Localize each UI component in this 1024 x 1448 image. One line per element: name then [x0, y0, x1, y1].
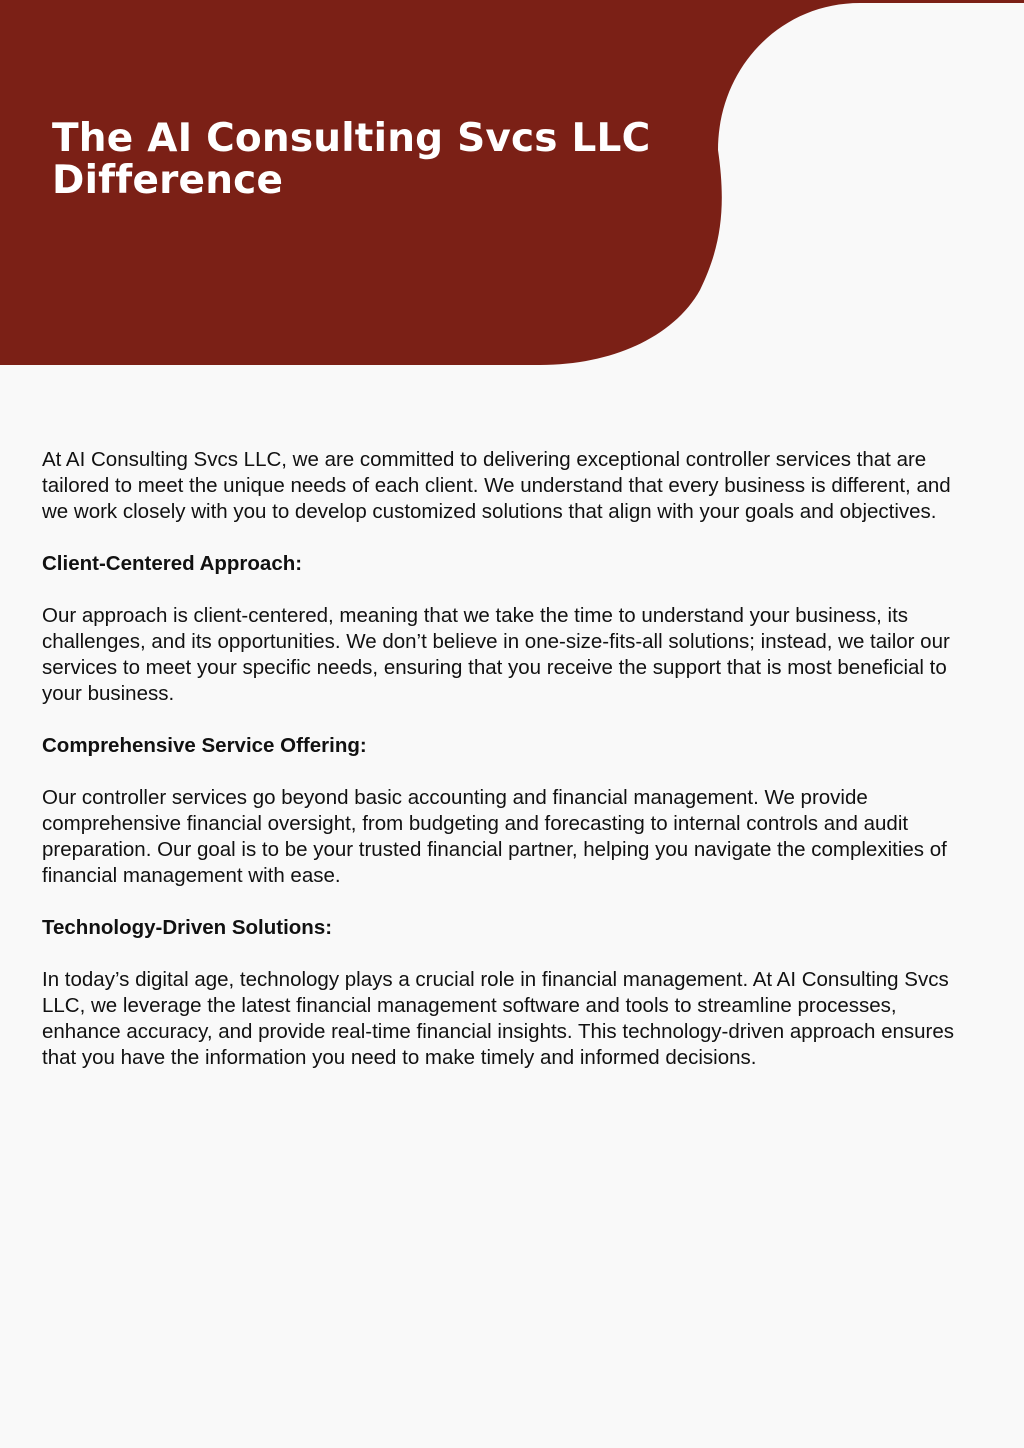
- section-body-technology-driven: In today’s digital age, technology plays a crucial role in financial management. At AI Consulting Svcs LLC, we leverage the latest financial management software and tools to streamline processes, enhance accuracy, and provide real-time financial insights. This technology-driven approach ensures that you have the information you need to make timely and informed decisions.: [42, 968, 954, 1069]
- section-heading-technology-driven: Technology-Driven Solutions:: [42, 916, 333, 939]
- section-heading-comprehensive-service: Comprehensive Service Offering:: [42, 734, 367, 757]
- intro-paragraph: At AI Consulting Svcs LLC, we are committed to delivering exceptional controller services that are tailored to meet the unique needs of each client. We understand that every business is different, and we work closely with you to develop customized solutions that align with your goals and objectives.: [42, 448, 951, 523]
- section-body-comprehensive-service: Our controller services go beyond basic accounting and financial management. We provide comprehensive financial oversight, from budgeting and forecasting to internal controls and audit preparation. Our goal is to be your trusted financial partner, helping you navigate the complexities of financial management with ease.: [42, 786, 947, 887]
- section-body-client-centered: Our approach is client-centered, meaning that we take the time to understand your business, its challenges, and its opportunities. We don’t believe in one-size-fits-all solutions; instead, we tailor our services to meet your specific needs, ensuring that you receive the support that is most beneficial to your business.: [42, 604, 950, 705]
- page-title: The AI Consulting Svcs LLC Difference: [52, 116, 651, 203]
- main-content: [42, 447, 972, 1097]
- section-heading-client-centered: Client-Centered Approach:: [42, 552, 303, 575]
